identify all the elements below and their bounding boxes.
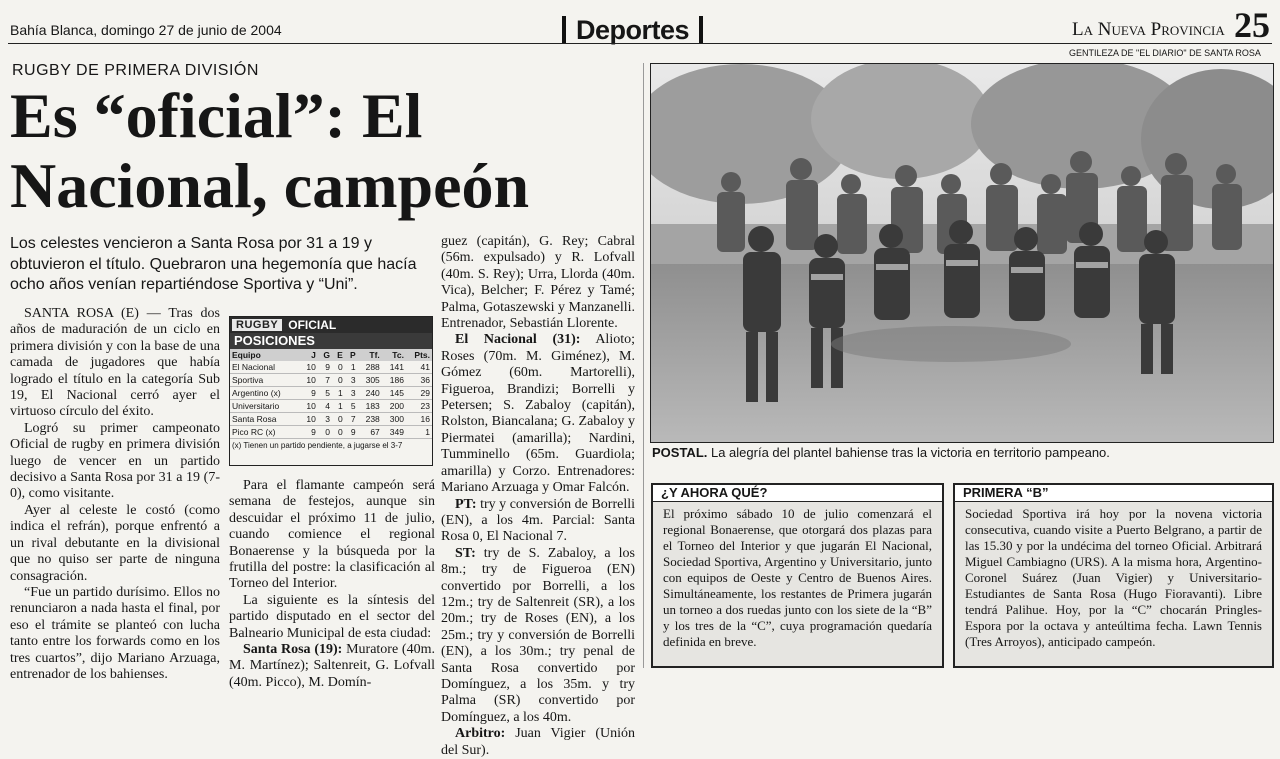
stat-cell: 16 — [406, 413, 432, 426]
stat-cell: 23 — [406, 400, 432, 413]
table-row — [230, 413, 432, 426]
headline-line-1: Es “oficial”: El — [10, 80, 423, 151]
stat-cell: 0 — [332, 426, 345, 439]
section-label — [562, 15, 703, 45]
box-text: El próximo sábado 10 de julio comenzará el regional Bonaerense, que otorgará dos plazas para el Torneo del Interior y que jugarán El Nacional, Sociedad Sportiva, Argentino y Universitario, junto con equipos de Oeste y Centro de Buenos Aires. Simultáneamente, los restantes de Primera jugarán un torneo a dos ruedas junto con los siete de la “B” y los tres de la “C”, cuya programación quedaría definida en breve. — [663, 506, 932, 649]
paragraph: Ayer al celeste le costó (como indica el refrán), porque enfrentó a un rival debutante en la divisional que no quiso ser parte de ninguna consagración. — [10, 502, 220, 584]
header-rule — [8, 43, 1272, 44]
paragraph — [441, 546, 635, 726]
lead-paragraph: Los celestes vencieron a Santa Rosa por 31 a 19 y obtuvieron el título. Quebraron una hegemonía que hacía ocho años venían repartiéndose Sportiva y “Uni”. — [10, 235, 417, 293]
article-column-3 — [441, 234, 635, 759]
caption-label: POSTAL. — [652, 445, 708, 460]
headline-line-2: Nacional, campeón — [10, 150, 530, 221]
paragraph — [441, 497, 635, 546]
stat-cell: 240 — [358, 387, 382, 400]
paragraph — [441, 332, 635, 496]
sidebar-box-primera-b — [953, 483, 1274, 668]
photo-credit: GENTILEZA DE "EL DIARIO" DE SANTA ROSA — [1069, 48, 1261, 58]
stat-cell: 186 — [382, 374, 406, 387]
article-column-2 — [229, 478, 435, 691]
stat-cell: 305 — [358, 374, 382, 387]
stat-cell: 0 — [318, 426, 332, 439]
photo-caption — [652, 445, 1272, 461]
column-header: Equipo — [230, 349, 300, 361]
paragraph: guez (capitán), G. Rey; Cabral (56m. expulsado) y R. Lofvall (40m. S. Rey); Urra, Llorda (40m. Vica), Belcher; F. Pérez y Tamé; Palma, Gotaszewski y Manzanelli. Entrenador, Sebastián Llorente. — [441, 234, 636, 332]
team-cell: Sportiva — [230, 374, 300, 387]
stat-cell: 288 — [358, 361, 382, 374]
stat-cell: 4 — [318, 400, 332, 413]
article-column-1 — [10, 306, 220, 683]
team-celebration-image — [651, 64, 1273, 442]
stat-cell: 1 — [345, 361, 358, 374]
stat-cell: 0 — [332, 361, 345, 374]
standings-table — [229, 316, 433, 466]
paragraph: “Fue un partido durísimo. Ellos no renunciaron a nada hasta el final, por eso el trámite se planteó con lucha tanto entre los forwards como en los tres cuartos”, dijo Mariano Arzuaga, entrenador de los bahienses. — [10, 584, 220, 682]
stat-cell: 67 — [358, 426, 382, 439]
half-label: PT: — [455, 496, 477, 512]
dateline: Bahía Blanca, domingo 27 de junio de 2004 — [10, 22, 282, 38]
stat-cell: 41 — [406, 361, 432, 374]
stat-cell: 145 — [382, 387, 406, 400]
stat-cell: 29 — [406, 387, 432, 400]
stat-cell: 3 — [345, 374, 358, 387]
stat-cell: 3 — [345, 387, 358, 400]
half-label: ST: — [455, 545, 476, 561]
team-label: El Nacional (31): — [455, 332, 581, 348]
stat-cell: 10 — [300, 374, 318, 387]
stat-cell: 5 — [318, 387, 332, 400]
stat-cell: 0 — [332, 374, 345, 387]
paragraph — [441, 726, 635, 759]
standings-grid — [230, 349, 432, 439]
column-header: E — [332, 349, 345, 361]
lineup-text: Muratore (40m. M. Martínez); Saltenreit, G. Lofvall (40m. Picco), M. Domín- — [229, 642, 435, 690]
stat-cell: 9 — [345, 426, 358, 439]
table-row — [230, 361, 432, 374]
paragraph: SANTA ROSA (E) — Tras dos años de maduración de un ciclo en primera división y con la base de una camada de jugadores que había logrado el título en la categoría Sub 19, El Nacional cerró ayer el virtuoso círculo del éxito. — [10, 306, 220, 420]
stat-cell: 7 — [345, 413, 358, 426]
stat-cell: 300 — [382, 413, 406, 426]
column-header: Tc. — [382, 349, 406, 361]
stat-cell: 349 — [382, 426, 406, 439]
column-divider — [643, 63, 644, 668]
standings-tag: RUGBY — [232, 319, 282, 331]
stat-cell: 5 — [345, 400, 358, 413]
paragraph: Para el flamante campeón será semana de festejos, aunque sin descuidar el próximo 11 de julio, cuando comience el regional Bonaerense y la búsqueda por la frutilla del postre: la clasificación al Torneo del Interior. — [229, 478, 435, 592]
stat-cell: 1 — [332, 400, 345, 413]
stat-cell: 183 — [358, 400, 382, 413]
lineup-text: Alioto; Roses (70m. M. Giménez), M. Gómez (60m. Martorelli), Figueroa, Brandizi; Borrelli y Petersen; S. Zabaloy (capitán), Rolston, Biancalana; G. Zabaloy y Piermatei (amarilla); Nardini, Tumminello (65m. Guardiola; amarilla) y Corzo. Entrenadores: Mariano Arzuaga y Omar Falcón. — [441, 332, 635, 496]
page-number: 25 — [1234, 5, 1270, 45]
stat-cell: 9 — [318, 361, 332, 374]
referee-label: Arbitro: — [455, 726, 506, 742]
referee-text: Juan Vigier (Unión del Sur). — [441, 726, 635, 758]
team-cell: Argentino (x) — [230, 387, 300, 400]
stat-cell: 141 — [382, 361, 406, 374]
stat-cell: 10 — [300, 361, 318, 374]
box-title: PRIMERA “B” — [955, 485, 1272, 502]
team-photo — [650, 63, 1274, 443]
score-text: try y conversión de Borrelli (EN), a los 4m. Parcial: Santa Rosa 0, El Nacional 7. — [441, 496, 635, 545]
paragraph: La siguiente es la síntesis del partido disputado en el sector del Balneario Municipal de esta ciudad: — [229, 592, 435, 641]
stat-cell: 7 — [318, 374, 332, 387]
stat-cell: 9 — [300, 426, 318, 439]
standings-note: (x) Tienen un partido pendiente, a jugarse el 3-7 — [232, 441, 403, 450]
column-header: J — [300, 349, 318, 361]
stat-cell: 3 — [318, 413, 332, 426]
stat-cell: 10 — [300, 400, 318, 413]
stat-cell: 36 — [406, 374, 432, 387]
caption-text: La alegría del plantel bahiense tras la victoria en territorio pampeano. — [707, 445, 1110, 460]
stat-cell: 238 — [358, 413, 382, 426]
paragraph: Logró su primer campeonato Oficial de rugby en primera división luego de vencer en un partido decisivo a Santa Rosa por 31 a 19 (7-0), como visitante. — [10, 420, 220, 502]
table-row — [230, 426, 432, 439]
section-title: Deportes — [576, 14, 690, 45]
team-cell: Universitario — [230, 400, 300, 413]
stat-cell: 200 — [382, 400, 406, 413]
stat-cell: 1 — [332, 387, 345, 400]
stat-cell: 9 — [300, 387, 318, 400]
column-header: Tf. — [358, 349, 382, 361]
kicker: RUGBY DE PRIMERA DIVISIÓN — [12, 62, 259, 79]
column-header: P — [345, 349, 358, 361]
paragraph — [229, 642, 435, 691]
team-label: Santa Rosa (19): — [243, 642, 343, 658]
stat-cell: 10 — [300, 413, 318, 426]
stat-cell: 1 — [406, 426, 432, 439]
team-cell: Santa Rosa — [230, 413, 300, 426]
standings-header-row — [230, 349, 432, 361]
standings-header — [230, 317, 432, 333]
column-header: G — [318, 349, 332, 361]
stat-cell: 0 — [332, 413, 345, 426]
box-text: Sociedad Sportiva irá hoy por la novena victoria consecutiva, cuando visite a Puerto Belgrano, a partir de las 15.30 y por la undécima del torneo Oficial. Arbitrará Miguel Cambiagno (URS). A la misma hora, Argentino-Coronel Suárez (Juan Vigier) y Universitario-Estudiantes de Santa Rosa (Hugo Fioravanti). Libre tendrá Palihue. Hoy, por la “C” chocarán Pringles-Espora por la octava y anteúltima fecha. Lawn Tennis (Tres Arroyos), anticipado campeón. — [965, 506, 1262, 649]
column-header: Pts. — [406, 349, 432, 361]
standings-tag-2: OFICIAL — [288, 318, 337, 332]
table-row — [230, 374, 432, 387]
team-cell: Pico RC (x) — [230, 426, 300, 439]
table-row — [230, 387, 432, 400]
standings-title: POSICIONES — [230, 333, 432, 349]
table-row — [230, 400, 432, 413]
paper-name: La Nueva Provincia — [1072, 19, 1225, 40]
box-title: ¿Y AHORA QUÉ? — [653, 485, 942, 502]
score-text: try de S. Zabaloy, a los 8m.; try de Figueroa (EN) convertido por Borrelli, a los 12m.; try de Saltenreit (SR), a los 20m.; try de Roses (EN), a los 25m.; try y conversión de Borrelli (EN), a los 30m.; try penal de Santa Rosa convertido por Domínguez, a los 35m. y try Palma (SR) convertido por Domínguez, a los 40m. — [441, 545, 635, 725]
sidebar-box-next — [651, 483, 944, 668]
team-cell: El Nacional — [230, 361, 300, 374]
